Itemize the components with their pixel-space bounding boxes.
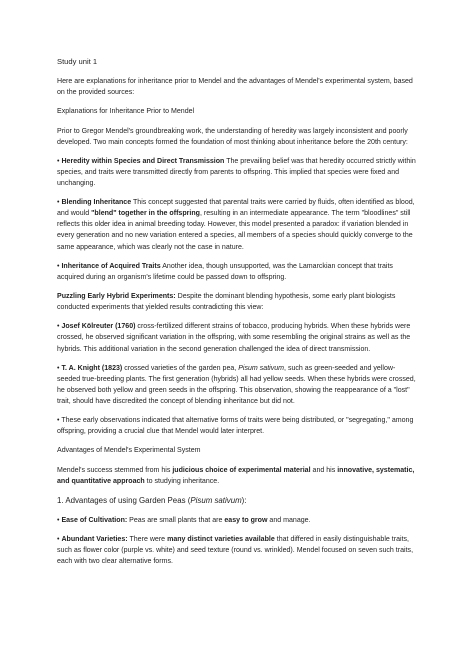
section-heading-advantages: Advantages of Mendel's Experimental System bbox=[57, 447, 201, 455]
varieties-bold: many distinct varieties available bbox=[167, 536, 275, 544]
mendel-text-1: Mendel's success stemmed from his bbox=[57, 466, 173, 474]
advantages-species: Pisum sativum bbox=[190, 496, 242, 506]
pre-mendel-intro: Prior to Gregor Mendel's groundbreaking work, the understanding of heredity was largely inconsistent and poorly developed. Two main concepts formed the foundation of most thinking about inheritance before the 20th century: bbox=[57, 127, 408, 146]
knight-label: T. A. Knight (1823) bbox=[61, 364, 123, 372]
knight-text-1: crossed varieties of the garden pea, bbox=[122, 364, 239, 372]
bullet-mark: • bbox=[57, 262, 60, 270]
observations-text: These early observations indicated that alternative forms of traits were being distributed, or "segregating," among offspring, providing a crucial clue that Mendel would later interpret. bbox=[57, 417, 414, 436]
ease-text-1: Peas are small plants that are bbox=[127, 517, 225, 525]
heredity-text: The prevailing belief was that heredity occurred strictly within species, and traits were transmitted directly from parents to offspring. This implied that species were fixed and unchanging. bbox=[57, 157, 416, 188]
mendel-bold-2: innovative, systematic, and quantitative approach bbox=[57, 466, 415, 485]
bullet-mark: • bbox=[57, 199, 60, 207]
bullet-ease bbox=[57, 515, 417, 526]
varieties-text-2: that differed in easily distinguishable traits, such as flower color (purple vs. white) and seed texture (round vs. wrinkled). Mendel focused on seven such traits, each with two clear alternative forms. bbox=[57, 536, 414, 566]
bullet-knight bbox=[57, 363, 417, 407]
blending-bold: "blend" together in the offspring bbox=[91, 210, 200, 218]
puzzling-text: Despite the dominant blending hypothesis, some early plant biologists conducted experiments that yielded results contradicting this view: bbox=[57, 293, 396, 312]
acquired-text: Another idea, though unsupported, was the Lamarckian concept that traits acquired during an organism's lifetime could be passed down to offspring. bbox=[57, 262, 393, 281]
heredity-label: Heredity within Species and Direct Transmission bbox=[61, 157, 225, 165]
knight-species: Pisum sativum bbox=[238, 364, 285, 372]
varieties-label: Abundant Varieties: bbox=[61, 536, 128, 544]
mendel-bold-1: judicious choice of experimental material bbox=[172, 466, 311, 474]
ease-text-2: and manage. bbox=[267, 517, 311, 525]
bullet-mark: • bbox=[57, 536, 60, 544]
bullet-mark: • bbox=[57, 364, 60, 372]
knight-text-2: , such as green-seeded and yellow-seeded true-breeding plants. The first generation (hybrids) all had yellow seeds. When these hybrids were crossed, he observed both yellow and green seeds in the offspring. This observation, showing the reappearance of a "lost" trait, should have discredited the concept of blending inheritance but did not. bbox=[57, 364, 416, 405]
bullet-mark: • bbox=[57, 323, 60, 331]
bullet-mark: • bbox=[57, 517, 60, 525]
ease-bold: easy to grow bbox=[224, 517, 268, 525]
kolreuter-text: cross-fertilized different strains of tobacco, producing hybrids. When these hybrids were crossed, he observed significant variation in the offspring, with some resembling the original strains as well as the hybrids. This additional variation in the second generation challenged the idea of direct transmission. bbox=[57, 323, 411, 353]
ease-label: Ease of Cultivation: bbox=[61, 517, 128, 525]
acquired-label: Inheritance of Acquired Traits bbox=[61, 262, 161, 270]
document-title: Study unit 1 bbox=[57, 57, 98, 66]
bullet-observations bbox=[57, 415, 417, 437]
advantages-prefix: 1. Advantages of using Garden Peas ( bbox=[57, 496, 191, 506]
mendel-text-2: and his bbox=[310, 466, 338, 474]
section-heading-pre-mendel: Explanations for Inheritance Prior to Mendel bbox=[57, 108, 195, 116]
kolreuter-label: Josef Kölreuter (1760) bbox=[61, 323, 136, 331]
blending-text-2: , resulting in an intermediate appearance. The term "bloodlines" still reflects this older idea in animal breeding today. However, this model presented a paradox: if variation blended in every generation and no new variation entered a species, all members of a species should quickly converge to the same appearance, which was clearly not the case in nature. bbox=[57, 210, 413, 251]
bullet-blending bbox=[57, 197, 417, 252]
bullet-varieties bbox=[57, 534, 417, 567]
puzzling-label: Puzzling Early Hybrid Experiments: bbox=[57, 293, 176, 301]
bullet-acquired bbox=[57, 261, 417, 283]
blending-label: Blending Inheritance bbox=[61, 199, 132, 207]
advantages-suffix: ): bbox=[241, 496, 247, 506]
mendel-text-3: to studying inheritance. bbox=[144, 477, 220, 485]
mendel-paragraph bbox=[57, 465, 417, 487]
intro-paragraph: Here are explanations for inheritance prior to Mendel and the advantages of Mendel's experimental system, based on the provided sources: bbox=[57, 77, 413, 97]
bullet-mark: • bbox=[57, 157, 60, 165]
bullet-heredity bbox=[57, 156, 417, 189]
advantages-subheading bbox=[57, 495, 417, 507]
bullet-kolreuter bbox=[57, 321, 417, 354]
bullet-mark: • bbox=[57, 417, 60, 425]
puzzling-paragraph bbox=[57, 291, 417, 313]
blending-text-1: This concept suggested that parental traits were carried by fluids, often identified as blood, and would bbox=[57, 199, 415, 218]
varieties-text-1: There were bbox=[127, 536, 168, 544]
